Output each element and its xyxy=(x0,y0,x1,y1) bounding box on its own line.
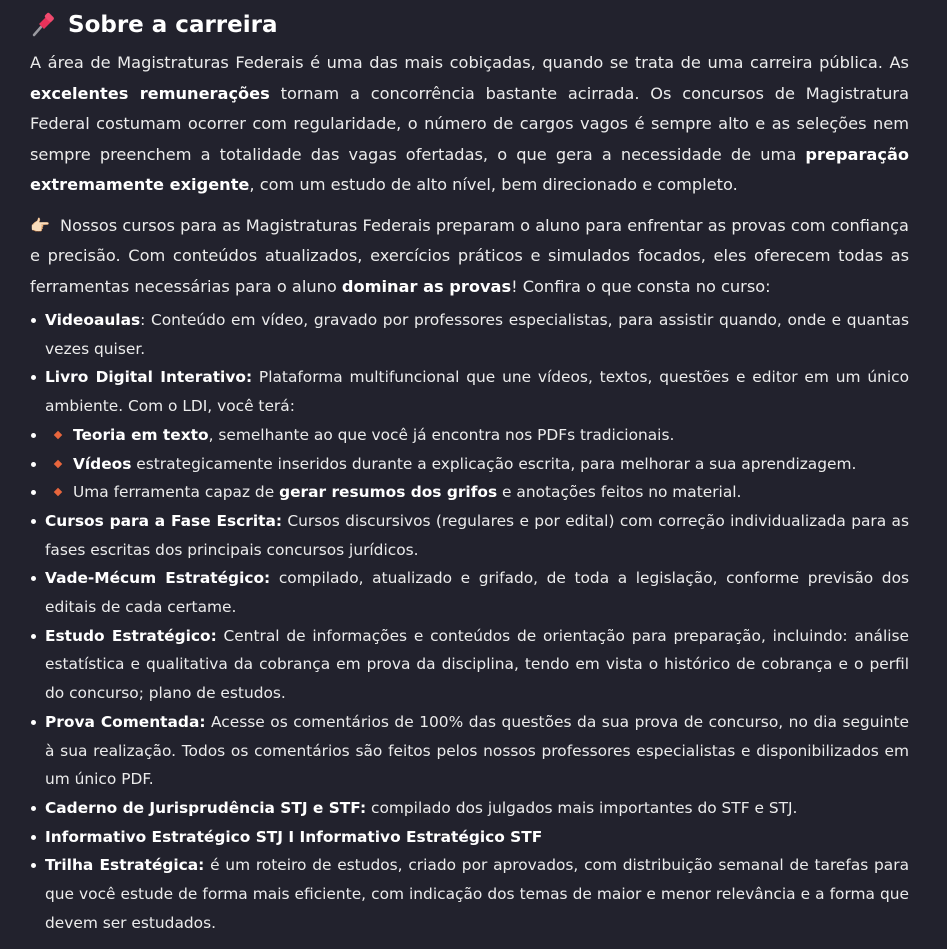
text: compilado, atualizado e grifado, de toda a legislação, conforme previsão dos editais de cada certame. xyxy=(45,569,909,617)
text: e anotações feitos no material. xyxy=(497,483,742,502)
sub-list-item xyxy=(30,478,909,507)
list-item xyxy=(30,622,909,708)
list-item xyxy=(30,823,909,852)
diamond-bullet-icon xyxy=(54,459,62,467)
intro-paragraph xyxy=(30,48,909,201)
bold-text: Teoria em texto xyxy=(73,425,209,444)
bold-text: Livro Digital Interativo: xyxy=(45,368,253,387)
text: Plataforma multifuncional que une vídeos, textos, questões e editor em um único ambiente. Com o LDI, você terá: xyxy=(45,368,909,416)
bold-text: dominar as provas xyxy=(341,276,512,296)
bold-text: Prova Comentada: xyxy=(45,712,206,731)
text: Acesse os comentários de 100% das questões da sua prova de concurso, no dia seguinte à sua realização. Todos os comentários são feitos pelos nossos professores especialistas e disponibilizados em um único PDF. xyxy=(45,712,909,789)
text: : Conteúdo em vídeo, gravado por professores especialistas, para assistir quando, onde e quantas vezes quiser. xyxy=(45,311,909,358)
section-heading xyxy=(30,8,909,42)
list-item xyxy=(30,851,909,937)
pushpin-icon xyxy=(30,12,56,38)
pointing-hand-icon: 👉🏻 xyxy=(30,215,50,235)
courses-paragraph xyxy=(30,211,909,303)
list-item xyxy=(30,306,909,363)
bold-text: Informativo Estratégico STJ I Informativo Estratégico STF xyxy=(45,827,543,846)
bold-text: Trilha Estratégica: xyxy=(45,856,205,875)
list-item xyxy=(30,708,909,794)
diamond-bullet-icon xyxy=(54,488,62,496)
bold-text: Estudo Estratégico: xyxy=(45,626,217,645)
text: Cursos discursivos (regulares e por edital) com correção individualizada para as fases escritas dos principais concursos jurídicos. xyxy=(45,511,910,559)
text: Nossos cursos para as Magistraturas Federais preparam o aluno para enfrentar as provas com confiança e precisão. Com conteúdos atualizados, exercícios práticos e simulados focados, eles oferecem todas as ferramentas necessárias para o aluno xyxy=(30,215,909,296)
diamond-bullet-icon xyxy=(54,431,62,439)
text: , com um estudo de alto nível, bem direcionado e completo. xyxy=(249,175,738,194)
bold-text: Caderno de Jurisprudência STJ e STF: xyxy=(45,798,367,817)
list-item xyxy=(30,363,909,420)
text: , semelhante ao que você já encontra nos PDFs tradicionais. xyxy=(208,425,675,444)
sub-list-item xyxy=(30,450,909,479)
text: Central de informações e conteúdos de orientação para preparação, incluindo: análise estatística e qualitativa da cobrança em prova da disciplina, tendo em vista o histórico de cobrança e o perfil do concurso; plano de estudos. xyxy=(45,626,909,703)
bold-text: Cursos para a Fase Escrita: xyxy=(45,511,283,530)
section-title: Sobre a carreira xyxy=(68,12,278,38)
list-item xyxy=(30,794,909,823)
list-item xyxy=(30,507,909,564)
list-item xyxy=(30,564,909,621)
text: é um roteiro de estudos, criado por aprovados, com distribuição semanal de tarefas para que você estude de forma mais eficiente, com indicação dos temas de maior e menor relevância e a forma que devem ser estudados. xyxy=(45,856,909,932)
bold-text: Vade-Mécum Estratégico: xyxy=(45,569,271,588)
bold-text: preparação extremamente exigente xyxy=(30,144,909,194)
text: compilado dos julgados mais importantes do STF e STJ. xyxy=(366,798,798,817)
features-list xyxy=(30,306,909,937)
text: estrategicamente inseridos durante a explicação escrita, para melhorar a sua aprendizagem. xyxy=(131,454,857,473)
text: ! Confira o que consta no curso: xyxy=(511,276,771,296)
bold-text: excelentes remunerações xyxy=(30,83,270,103)
text: tornam a concorrência bastante acirrada. Os concursos de Magistratura Federal costumam ocorrer com regularidade, o número de cargos vagos é sempre alto e as seleções nem sempre preenchem a totalidade das vagas ofertadas, o que gera a necessidade de uma xyxy=(30,83,909,164)
bold-text: Videoaulas xyxy=(45,311,141,329)
text: Uma ferramenta capaz de xyxy=(73,483,280,502)
sub-list-item xyxy=(30,421,909,450)
bold-text: Vídeos xyxy=(73,454,132,473)
bold-text: gerar resumos dos grifos xyxy=(279,483,498,502)
text: A área de Magistraturas Federais é uma das mais cobiçadas, quando se trata de uma carreira pública. As xyxy=(30,53,909,72)
